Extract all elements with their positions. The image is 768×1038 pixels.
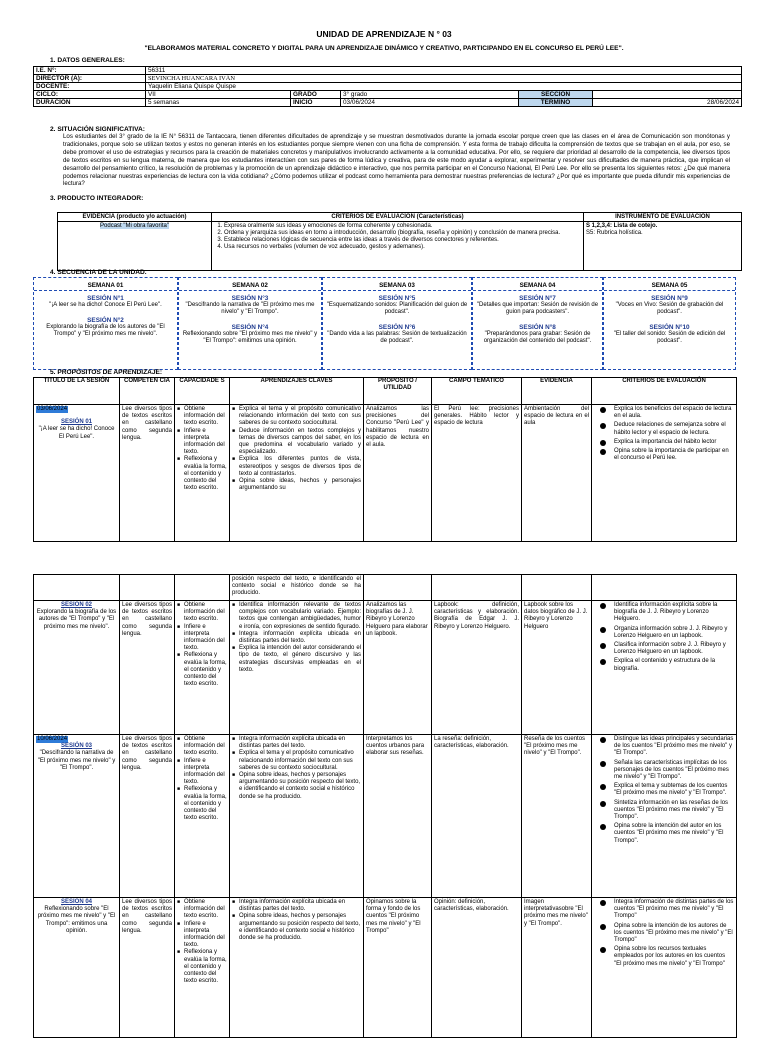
criterio-item: Deduce relaciones de semejanza sobre el hábito lector y el espacio de lectura. — [594, 422, 734, 436]
col-aprendizajes: APRENDIZAJES CLAVES — [230, 378, 364, 405]
ie-label: I.E. N°: — [34, 67, 146, 75]
campo-text: La reseña: definición, características, elaboración. — [432, 735, 522, 898]
aprendizaje-item: ■ Explica el tema y el propósito comunicativo relacionando información del texto con sus saberes de su contexto sociocultural. — [232, 406, 361, 428]
criterio-item: Explica la importancia del hábito lector — [594, 439, 734, 446]
week-card — [322, 277, 472, 370]
instrumento-1: S 1,2,3,4: Lista de cotejo. — [586, 223, 658, 229]
evidencia-text: Imagen interpretativasobre "El próximo mes me nivelo" y "El Trompo". — [522, 898, 592, 1038]
aprendizaje-item: ■ Integra información explícita ubicada en distintas partes del texto. — [232, 736, 361, 750]
aprendizajes-list — [232, 736, 361, 801]
criterio-item: Distingue las ideas principales y secundarias de los cuentos "El próximo mes me nivelo" y "El Trompo". — [594, 736, 734, 758]
session-desc: "¡A leer se ha dicho! Conoce El Perú Lee". — [49, 302, 162, 308]
session-label: SESIÓN N°4 — [231, 324, 269, 331]
criterio-item: Opina sobre la importancia de participar en el concurso el Perú lee. — [594, 448, 734, 462]
aprendizaje-item: ■ Opina sobre ideas, hechos y personajes argumentando su — [232, 478, 361, 492]
week-title: SEMANA 01 — [34, 278, 177, 291]
capacidad-item: ■ Reflexiona y evalúa la forma, el contenido y contexto del texto escrito. — [177, 949, 227, 985]
producto-criterio: 2. Ordena y jerarquiza sus ideas en torno a introducción, desarrollo (biografía, reseña y opinión) y conclusión de manera precisa. — [224, 230, 581, 237]
week-card — [472, 277, 603, 370]
evidencia-text: Reseña de los cuentos "El próximo mes me nivelo" y "El Trompo". — [522, 735, 592, 898]
inicio-value: 03/06/2024 — [341, 99, 519, 107]
capacidades-list — [177, 736, 227, 822]
criterio-item: Señala las características implícitas de los personajes de los cuentos "El próximo mes me nivelo" y "El Trompo". — [594, 760, 734, 782]
producto-criterio: 4. Usa recursos no verbales (volumen de voz adecuado, gestos y ademanes). — [224, 244, 581, 251]
session-label: SESIÓN N°3 — [231, 295, 269, 302]
capacidad-item: ■ Infiere e interpreta información del texto. — [177, 758, 227, 787]
session-desc: "El taller del sonido: Sesión de edición del podcast". — [613, 331, 726, 344]
ciclo-value: VII — [146, 91, 291, 99]
document-subtitle: "ELABORAMOS MATERIAL CONCRETO Y DIGITAL PARA UN APRENDIZAJE DINÁMICO Y CREATIVO, PARTICIPANDO EN EL CONCURSO EL PERÚ LEE". — [144, 45, 624, 52]
capacidad-item: ■ Obtiene información del texto escrito. — [177, 899, 227, 921]
duracion-value: 5 semanas — [146, 99, 291, 107]
aprendizaje-item: ■ Identifica información relevante de textos complejos con vocabulario variado. Ejemplo: textos que contengan ambigüedades, humor e ironía, con expresiones de sentido figurado. — [232, 602, 361, 631]
producto-col-criterios: CRITERIOS DE EVALUACIÓN (Características) — [212, 213, 584, 222]
session-desc: "Descifrando la narrativa de "El próximo mes me nivelo" y "El Trompo". — [185, 302, 315, 315]
producto-heading: 3. PRODUCTO INTEGRADOR: — [50, 195, 144, 202]
docente-value: Yaquelin Eliana Quispe Quispe — [146, 83, 742, 91]
capacidad-item: ■ Reflexiona y evalúa la forma, el contenido y contexto del texto escrito. — [177, 456, 227, 492]
session-desc: "Voces en Vivo: Sesión de grabación del podcast". — [615, 302, 724, 315]
proposito-text: Interpretamos los cuentos urbanos para elaborar sus reseñas. — [364, 735, 432, 898]
session-label: SESIÓN N°6 — [378, 324, 416, 331]
proposito-text: Opinamos sobre la forma y fondo de los cuentos "El próximo mes me nivelo" y "El Trompo" — [364, 898, 432, 1038]
producto-criterios-list — [214, 223, 581, 251]
session-desc: "Detalles que importan: Sesión de revisión de guion para podcasters". — [476, 302, 599, 315]
col-capacidades: CAPACIDADE S — [175, 378, 230, 405]
seccion-label: SECCION — [519, 91, 593, 99]
propositos-heading: 5. PROPÓSITOS DE APRENDIZAJE: — [50, 369, 163, 376]
competencia-text: Lee diversos tipos de textos escritos en castellano como segunda lengua. — [120, 405, 175, 542]
criterio-item: Organiza información sobre J. J. Ribeyro y Lorenzo Helguero en un lapbook. — [594, 626, 734, 640]
session-label: SESIÓN N°1 — [87, 295, 124, 302]
session-desc: "Dando vida a las palabras: Sesión de textualización de podcast". — [327, 331, 467, 344]
session-number: SESIÓN 02 — [60, 602, 92, 608]
session-label: SESIÓN N°5 — [378, 295, 416, 302]
proposito-text: Analizamos las biografías de J. J. Ribeyro y Lorenzo Helguero para elaborar un lapbook. — [364, 601, 432, 735]
capacidades-list — [177, 899, 227, 985]
criterios-list — [594, 899, 734, 968]
competencia-text: Lee diversos tipos de textos escritos en castellano como segunda lengua. — [120, 898, 175, 1038]
aprendizaje-item: ■ Explica la intención del autor considerando el tipo de texto, el género discursivo y las estrategias discursivas empleadas en el texto. — [232, 645, 361, 674]
document-title: UNIDAD DE APRENDIZAJE N ° 03 — [316, 29, 452, 39]
session-title: "Descifrando la narrativa de "El próximo mes me nivelo" y "El Trompo". — [37, 750, 116, 771]
week-card — [178, 277, 322, 370]
col-titulo: TITULO DE LA SESIÓN — [34, 378, 120, 405]
session-label: SESIÓN N°9 — [651, 295, 688, 302]
criterio-item: Opina sobre los recursos textuales empleados por los autores en los cuentos "El próximo mes me nivelo" y "El Trompo" — [594, 946, 734, 968]
capacidad-item: ■ Infiere e interpreta información del texto. — [177, 428, 227, 457]
aprendizajes-list — [232, 406, 361, 492]
capacidad-item: ■ Reflexiona y evalúa la forma, el contenido y contexto del texto escrito. — [177, 652, 227, 688]
session-label: SESIÓN N°7 — [519, 295, 556, 302]
capacidad-item: ■ Obtiene información del texto escrito. — [177, 602, 227, 624]
session-title: Explorando la biografía de los autores de "El Trompo" y "El próximo mes me nivelo". — [36, 609, 117, 630]
session-number: SESIÓN 03 — [60, 743, 92, 750]
aprendizaje-item: ■ Integra información explícita ubicada en distintas partes del texto. — [232, 899, 361, 913]
unit-sequence — [33, 277, 736, 370]
session-label: SESIÓN N°2 — [87, 317, 124, 324]
inicio-label: INICIO — [291, 99, 341, 107]
evidencia-text: Ambientación del espacio de lectura en el aula — [522, 405, 592, 542]
capacidad-item: ■ Infiere e interpreta información del texto. — [177, 624, 227, 653]
session-title: "¡A leer se ha dicho! Conoce El Perú Lee". — [38, 426, 115, 440]
week-title: SEMANA 05 — [604, 278, 735, 291]
producto-criterio: 1. Expresa oralmente sus ideas y emociones de forma coherente y cohesionada. — [224, 223, 581, 230]
aprendizaje-item: ■ Deduce información en textos complejos y temas de diversos campos del saber, en los que predomina el vocabulario variado y especializado. — [232, 428, 361, 457]
session-number: SESIÓN 01 — [60, 419, 92, 426]
col-criterios: CRITERIOS DE EVALUACIÓN — [592, 378, 737, 405]
producto-col-instrumento: INSTRUMENTO DE EVALUACIÓN — [584, 213, 742, 222]
session-desc: "Esquematizando sonidos: Planificación del guion de podcast". — [326, 302, 468, 315]
session-label: SESIÓN N°10 — [649, 324, 690, 331]
situacion-heading: 2. SITUACIÓN SIGNIFICATIVA: — [50, 126, 145, 133]
criterios-list — [594, 736, 734, 845]
director-value: SEVINCHA HUANCARA IVÁN — [146, 75, 742, 83]
week-title: SEMANA 02 — [179, 278, 321, 291]
col-competencia: COMPETEN CIA — [120, 378, 175, 405]
capacidad-item: ■ Obtiene información del texto escrito. — [177, 406, 227, 428]
secuencia-heading: 4. SECUENCIA DE LA UNIDAD. — [50, 269, 147, 276]
competencia-text: Lee diversos tipos de textos escritos en castellano como segunda lengua. — [120, 735, 175, 898]
director-label: DIRECTOR (A): — [34, 75, 146, 83]
producto-evidencia: Podcast "Mi obra favorita" — [100, 223, 169, 229]
campo-text: Opinión: definición, características, elaboración. — [432, 898, 522, 1038]
ciclo-label: CICLO: — [34, 91, 146, 99]
aprendizajes-list — [232, 602, 361, 674]
instrumento-2: S5: Rubrica holística. — [586, 230, 643, 236]
col-proposito: PROPOSITO / UTILIDAD — [364, 378, 432, 405]
col-campo: CAMPO TEMATICO — [432, 378, 522, 405]
criterios-list — [594, 406, 734, 462]
capacidad-item: ■ Obtiene información del texto escrito. — [177, 736, 227, 758]
criterio-item: Sintetiza información en las reseñas de los cuentos "El próximo mes me nivelo" y "El Trompo". — [594, 800, 734, 822]
capacidad-item: ■ Reflexiona y evalúa la forma, el contenido y contexto del texto escrito. — [177, 786, 227, 822]
session-date: 10/06/2024 — [37, 736, 68, 742]
competencia-text: Lee diversos tipos de textos escritos en castellano como segunda lengua. — [120, 601, 175, 735]
aprendizaje-continuation: posición respecto del texto, e identificando el contexto social e histórico donde se ha producido. — [230, 575, 364, 601]
criterio-item: Integra información de distintas partes de los cuentos "El próximo mes me nivelo" y "El Trompo" — [594, 899, 734, 921]
capacidades-list — [177, 406, 227, 492]
criterios-list — [594, 602, 734, 673]
capacidad-item: ■ Infiere e interpreta información del texto. — [177, 921, 227, 950]
week-card — [33, 277, 178, 370]
propositos-table-page1 — [33, 377, 737, 542]
week-title: SEMANA 04 — [473, 278, 602, 291]
criterio-item: Explica el contenido y estructura de la biografía. — [594, 658, 734, 672]
week-card — [603, 277, 736, 370]
duracion-label: DURACION — [34, 99, 146, 107]
criterio-item: Explica los beneficios del espacio de lectura en el aula. — [594, 406, 734, 420]
general-data-table — [33, 66, 742, 107]
grado-value: 3° grado — [341, 91, 519, 99]
criterio-item: Identifica información explícita sobre la biografía de J. J. Ribeyro y Lorenzo Helguero. — [594, 602, 734, 624]
aprendizajes-list — [232, 899, 361, 942]
docente-label: DOCENTE: — [34, 83, 146, 91]
session-desc: Reflexionando sobre "El próximo mes me nivelo" y "El Trompo": emitimos una opinión. — [182, 331, 318, 344]
session-number: SESIÓN 04 — [60, 899, 92, 905]
session-desc: "Preparándonos para grabar: Sesión de organización del contenido del podcast". — [483, 331, 592, 344]
week-title: SEMANA 03 — [323, 278, 471, 291]
grado-label: GRADO — [291, 91, 341, 99]
col-evidencia: EVIDENCIA — [522, 378, 592, 405]
aprendizaje-item: ■ Explica los diferentes puntos de vista, estereotipos y sesgos de diversos tipos de texto al contrastarlos. — [232, 456, 361, 478]
seccion-value — [593, 91, 742, 99]
criterio-item: Explica el tema y subtemas de los cuentos "El próximo mes me nivelo" y "El Trompo". — [594, 783, 734, 797]
session-label: SESIÓN N°8 — [519, 324, 556, 331]
producto-table — [57, 212, 742, 271]
campo-text: El Perú lee: precisiones generales. Hábito lector y espacio de lectura — [432, 405, 522, 542]
evidencia-text: Lapbook sobre los datos biográfico de J. J. Ribeyro y Lorenzo Helguero — [522, 601, 592, 735]
page-break — [0, 544, 768, 574]
proposito-text: Analizamos las precisiones del Concurso "Perú Lee" y habilitamos nuestro espacio de lectura en el aula. — [364, 405, 432, 542]
general-heading: 1. DATOS GENERALES: — [50, 57, 125, 64]
session-desc: Explorando la biografía de los autores de "El Trompo" y "El próximo mes me nivelo". — [46, 324, 165, 337]
criterio-item: Opina sobre la intención de los autores de los cuentos "El próximo mes me nivelo" y "El Trompo" — [594, 923, 734, 945]
session-title: Reflexionando sobre "El próximo mes me nivelo" y "El Trompo": emitimos una opinión. — [37, 906, 116, 934]
aprendizaje-item: ■ Integra información explícita ubicada en distintas partes del texto. — [232, 631, 361, 645]
propositos-table-page2 — [33, 574, 737, 1038]
capacidades-list — [177, 602, 227, 688]
aprendizaje-item: ■ Explica el tema y el propósito comunicativo relacionando información del texto con sus saberes de su contexto sociocultural. — [232, 750, 361, 772]
termino-label: TERMINO — [519, 99, 593, 107]
session-date: 03/06/2024 — [37, 406, 68, 412]
producto-col-evidencia: EVIDENCIA (producto y/o actuación) — [58, 213, 212, 222]
producto-criterio: 3. Establece relaciones lógicas de secuencia entre las ideas a través de diversos conectores y referentes. — [224, 237, 581, 244]
criterio-item: Clasifica información sobre J. J. Ribeyro y Lorenzo Helguero en un lapbook. — [594, 642, 734, 656]
aprendizaje-item: ■ Opina sobre ideas, hechos y personajes argumentando su posición respecto del texto, e identificando el contexto social e histórico donde se ha producido. — [232, 913, 361, 942]
campo-text: Lapbook: definición, características y elaboración. Biografía de Edgar J. J. Ribeyro y Lorenzo Helguero. — [432, 601, 522, 735]
aprendizaje-item: ■ Opina sobre ideas, hechos y personajes argumentando su posición respecto del texto, e identificando el contexto social e histórico donde se ha producido. — [232, 772, 361, 801]
situacion-text: Los estudiantes del 3° grado de la IE N° 56311 de Tantaccara, tienen diferentes dificultades de aprendizaje y se muestran desmotivados durante la jornada escolar porque creen que las clases en el área de Comunicación son monótonas y tradicionales, porque solo se utilizan textos y estos no generan interés en los estudiantes porque siempre vienen con una ficha de comprensión. Y esta forma de trabajo dificulta la comprensión de textos que se trabajan en el aula, por eso, se debe promover el uso de estrategias y recursos para la creación de materiales concretos y manipulativos involucrando activamente a la comunidad educativa. Por ello, se requiere dar prioridad al desarrollo de la competencia, lee diversos tipos de textos escritos en su lengua materna, de manera que los estudiantes interactúen con sus pares de forma lúdica y creativa, para de este modo ayudar a explorar, experimentar y resolver sus dificultades de manera práctica, que implican el desarrollo del pensamiento crítico, la resolución de problemas y la promoción de un aprendizaje didáctico e interactivo, que nos permita participar en el Concurso Nacional, El Perú Lee. Por ello se presenta los siguientes retos: ¿De qué manera podemos relacionar nuestras experiencias de lectura con la vida cotidiana? ¿Cómo podemos utilizar el podcast como herramienta para demostrar nuestras preferencias de lectura? ¿Por qué es importante que pueda difundir mis experiencias de lectura? — [63, 133, 730, 188]
termino-value: 28/06/2024 — [593, 99, 742, 107]
criterio-item: Opina sobre la intención del autor en los cuentos "El próximo mes me nivelo" y "El Trompo". — [594, 823, 734, 845]
ie-value: 56311 — [146, 67, 742, 75]
